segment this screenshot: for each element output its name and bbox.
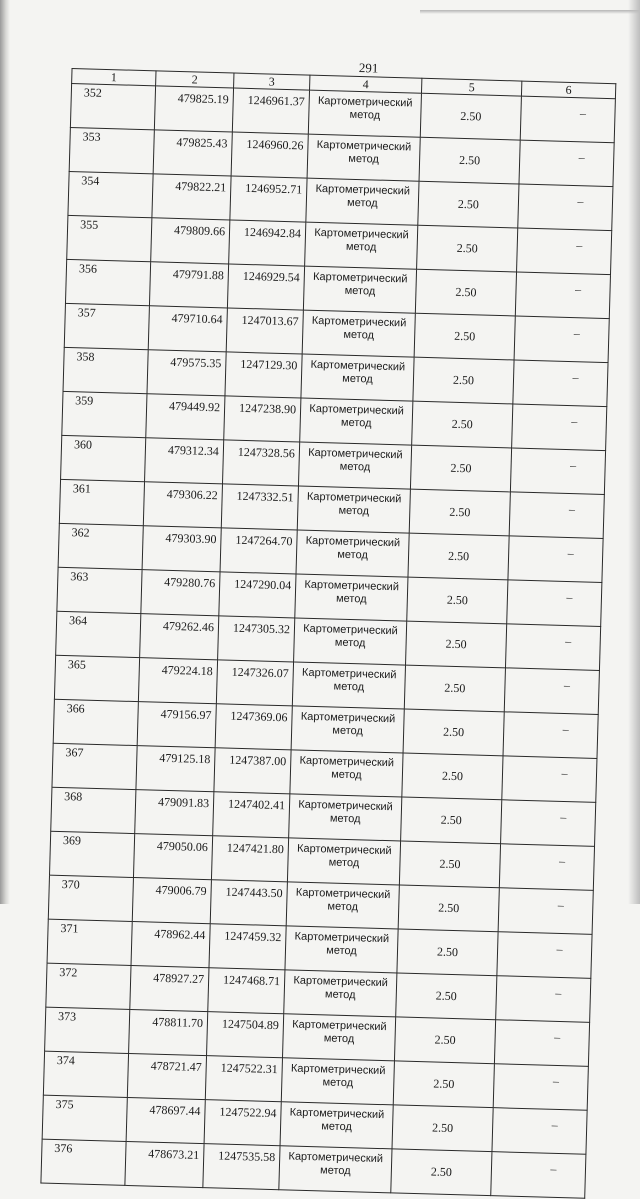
note-cell: – xyxy=(519,140,614,187)
coordinate-x: 479822.21 xyxy=(152,174,231,220)
accuracy-value: 2.50 xyxy=(414,313,515,360)
coordinate-x: 479125.18 xyxy=(136,746,215,792)
coordinates-table xyxy=(40,68,616,1199)
point-number: 370 xyxy=(48,875,133,921)
note-cell: – xyxy=(507,580,602,627)
accuracy-value: 2.50 xyxy=(404,665,505,712)
scan-edge-shadow-top xyxy=(420,10,640,14)
accuracy-value: 2.50 xyxy=(396,973,497,1020)
coordinate-y: 1247421.80 xyxy=(211,836,288,882)
point-number: 363 xyxy=(57,567,142,613)
note-cell: – xyxy=(513,360,608,407)
accuracy-value: 2.50 xyxy=(410,445,511,492)
coordinate-y: 1247369.06 xyxy=(215,704,292,750)
determination-method xyxy=(281,1058,394,1105)
determination-method xyxy=(291,706,404,753)
method-line-1: Картометрический xyxy=(296,842,392,858)
point-number: 367 xyxy=(52,743,137,789)
column-header-5: 5 xyxy=(421,78,521,96)
coordinate-y: 1247326.07 xyxy=(216,660,293,706)
note-cell: – xyxy=(518,184,613,231)
note-cell: – xyxy=(501,800,596,847)
coordinate-y: 1247443.50 xyxy=(210,880,287,926)
method-line-1: Картометрический xyxy=(306,490,402,506)
method-line-2: метод xyxy=(328,856,360,870)
coordinate-y: 1246942.84 xyxy=(229,220,306,266)
point-number: 366 xyxy=(53,699,138,745)
method-line-2: метод xyxy=(345,240,377,254)
note-cell: – xyxy=(515,272,610,319)
method-line-1: Картометрический xyxy=(290,1062,386,1078)
coordinate-y: 1247402.41 xyxy=(213,792,290,838)
determination-method xyxy=(285,926,398,973)
point-number: 376 xyxy=(41,1139,126,1185)
method-line-2: метод xyxy=(323,1032,355,1046)
coordinate-y: 1246961.37 xyxy=(232,88,309,134)
determination-method xyxy=(302,310,415,357)
method-line-1: Картометрический xyxy=(317,94,413,110)
determination-method xyxy=(295,574,408,621)
coordinate-y: 1247522.31 xyxy=(205,1056,282,1102)
accuracy-value: 2.50 xyxy=(418,181,519,228)
document-sheet xyxy=(40,52,631,1199)
accuracy-value: 2.50 xyxy=(401,797,502,844)
method-line-2: метод xyxy=(332,724,364,738)
accuracy-value: 2.50 xyxy=(394,1017,495,1064)
coordinate-x: 479006.79 xyxy=(132,878,211,924)
point-number: 356 xyxy=(65,259,150,305)
point-number: 365 xyxy=(54,655,139,701)
method-line-2: метод xyxy=(335,592,367,606)
accuracy-value: 2.50 xyxy=(413,357,514,404)
note-cell: – xyxy=(509,492,604,539)
method-line-1: Картометрический xyxy=(315,182,411,198)
coordinate-x: 479575.35 xyxy=(147,350,226,396)
method-line-2: метод xyxy=(322,1076,354,1090)
coordinate-x: 478673.21 xyxy=(125,1141,204,1187)
method-line-2: метод xyxy=(327,900,359,914)
column-header-2: 2 xyxy=(156,71,234,88)
coordinate-x: 479262.46 xyxy=(140,614,219,660)
accuracy-value: 2.50 xyxy=(392,1105,493,1152)
note-cell: – xyxy=(517,228,612,275)
coordinate-y: 1247522.94 xyxy=(204,1100,281,1146)
note-cell: – xyxy=(508,536,603,583)
coordinate-x: 479809.66 xyxy=(151,218,230,264)
determination-method xyxy=(282,1014,395,1061)
method-line-1: Картометрический xyxy=(295,886,391,902)
method-line-2: метод xyxy=(329,812,361,826)
coordinate-x: 479825.19 xyxy=(154,86,233,132)
coordinate-y: 1247332.51 xyxy=(221,484,298,530)
coordinate-y: 1247459.32 xyxy=(209,924,286,970)
coordinate-x: 479156.97 xyxy=(137,702,216,748)
coordinate-y: 1246960.26 xyxy=(231,132,308,178)
note-cell: – xyxy=(497,932,592,979)
coordinate-y: 1247238.90 xyxy=(224,396,301,442)
method-line-1: Картометрический xyxy=(314,226,409,242)
accuracy-value: 2.50 xyxy=(391,1149,492,1196)
method-line-1: Картометрический xyxy=(304,578,400,594)
point-number: 364 xyxy=(56,611,141,657)
page-number: 291 xyxy=(358,60,379,76)
point-number: 375 xyxy=(42,1095,127,1141)
coordinate-x: 479825.43 xyxy=(153,130,232,176)
point-number: 371 xyxy=(47,919,132,965)
coordinate-y: 1247387.00 xyxy=(214,748,291,794)
determination-method xyxy=(308,90,421,137)
coordinate-y: 1247328.56 xyxy=(223,440,300,486)
method-line-2: метод xyxy=(333,680,365,694)
method-line-1: Картометрический xyxy=(298,798,393,814)
point-number: 359 xyxy=(62,391,147,437)
note-cell: – xyxy=(491,1152,586,1199)
coordinate-x: 479306.22 xyxy=(143,482,222,528)
determination-method xyxy=(287,838,400,885)
method-line-2: метод xyxy=(344,284,376,298)
accuracy-value: 2.50 xyxy=(419,137,520,184)
method-line-1: Картометрический xyxy=(312,270,408,286)
column-header-3: 3 xyxy=(234,73,310,90)
accuracy-value: 2.50 xyxy=(415,269,516,316)
method-line-2: метод xyxy=(342,372,373,386)
coordinate-y: 1246929.54 xyxy=(227,264,304,310)
note-cell: – xyxy=(504,668,599,715)
determination-method xyxy=(296,530,409,577)
point-number: 372 xyxy=(46,963,131,1009)
method-line-2: метод xyxy=(348,152,380,166)
accuracy-value: 2.50 xyxy=(393,1061,494,1108)
coordinate-x: 479280.76 xyxy=(141,570,220,616)
method-line-1: Картометрический xyxy=(301,666,397,682)
accuracy-value: 2.50 xyxy=(417,225,518,272)
accuracy-value: 2.50 xyxy=(420,93,521,140)
method-line-1: Картометрический xyxy=(293,974,389,990)
note-cell: – xyxy=(493,1064,588,1111)
coordinate-x: 478811.70 xyxy=(129,1009,208,1055)
column-header-6: 6 xyxy=(521,81,615,99)
point-number: 361 xyxy=(59,479,144,525)
coordinate-x: 478697.44 xyxy=(126,1097,205,1143)
note-cell: – xyxy=(496,976,591,1023)
coordinate-x: 478927.27 xyxy=(130,966,209,1012)
note-cell: – xyxy=(512,404,607,451)
accuracy-value: 2.50 xyxy=(403,709,504,756)
note-cell: – xyxy=(498,888,593,935)
determination-method xyxy=(286,882,399,929)
coordinate-x: 479091.83 xyxy=(135,790,214,836)
determination-method xyxy=(298,442,411,489)
coordinate-x: 479710.64 xyxy=(148,306,227,352)
determination-method xyxy=(306,178,419,225)
determination-method xyxy=(292,662,405,709)
method-line-2: метод xyxy=(321,1120,353,1134)
method-line-1: Картометрический xyxy=(305,534,401,550)
accuracy-value: 2.50 xyxy=(408,533,509,580)
note-cell: – xyxy=(510,448,605,495)
note-cell: – xyxy=(505,624,600,671)
method-line-1: Картометрический xyxy=(316,138,412,154)
method-line-1: Картометрический xyxy=(289,1106,385,1122)
point-number: 373 xyxy=(45,1007,130,1053)
coordinate-y: 1247305.32 xyxy=(218,616,295,662)
determination-method xyxy=(289,794,402,841)
coordinate-y: 1246952.71 xyxy=(230,176,307,222)
scan-edge-shadow-left xyxy=(0,0,10,904)
coordinate-y: 1247264.70 xyxy=(220,528,297,574)
accuracy-value: 2.50 xyxy=(412,401,513,448)
point-number: 355 xyxy=(67,215,152,261)
method-line-1: Картометрический xyxy=(299,754,395,770)
column-header-4: 4 xyxy=(310,75,422,93)
point-number: 357 xyxy=(64,303,149,349)
coordinate-y: 1247504.89 xyxy=(207,1012,284,1058)
accuracy-value: 2.50 xyxy=(409,489,510,536)
method-line-1: Картометрический xyxy=(307,446,403,462)
coordinate-x: 479312.34 xyxy=(145,438,224,484)
method-line-2: метод xyxy=(346,196,378,210)
coordinate-y: 1247290.04 xyxy=(219,572,296,618)
method-line-2: метод xyxy=(337,548,368,562)
point-number: 354 xyxy=(68,171,153,217)
accuracy-value: 2.50 xyxy=(399,841,500,888)
determination-method xyxy=(297,486,410,533)
note-cell: – xyxy=(492,1108,587,1155)
point-number: 353 xyxy=(69,127,154,173)
method-line-1: Картометрический xyxy=(288,1150,384,1166)
coordinate-y: 1247535.58 xyxy=(203,1144,280,1190)
note-cell: – xyxy=(494,1020,589,1067)
coordinate-x: 479449.92 xyxy=(146,394,225,440)
method-line-2: метод xyxy=(339,460,371,474)
determination-method xyxy=(280,1102,393,1149)
accuracy-value: 2.50 xyxy=(402,753,503,800)
determination-method xyxy=(279,1146,392,1193)
method-line-1: Картометрический xyxy=(300,710,396,726)
method-line-1: Картометрический xyxy=(303,622,398,638)
accuracy-value: 2.50 xyxy=(398,885,499,932)
determination-method xyxy=(307,134,420,181)
point-number: 374 xyxy=(43,1051,128,1097)
note-cell: – xyxy=(499,844,594,891)
method-line-1: Картометрический xyxy=(309,402,405,418)
coordinate-x: 478721.47 xyxy=(127,1053,206,1099)
method-line-2: метод xyxy=(334,636,366,650)
point-number: 369 xyxy=(50,831,135,877)
note-cell: – xyxy=(502,756,597,803)
method-line-2: метод xyxy=(338,504,370,518)
coordinate-x: 478962.44 xyxy=(131,922,210,968)
method-line-2: метод xyxy=(324,988,356,1002)
determination-method xyxy=(290,750,403,797)
determination-method xyxy=(305,222,418,269)
determination-method xyxy=(301,354,414,401)
method-line-1: Картометрический xyxy=(292,1018,387,1034)
coordinate-y: 1247013.67 xyxy=(226,308,303,354)
method-line-2: метод xyxy=(326,944,357,958)
coordinate-x: 479050.06 xyxy=(133,834,212,880)
method-line-1: Картометрический xyxy=(311,314,407,330)
determination-method xyxy=(300,398,413,445)
method-line-2: метод xyxy=(319,1164,351,1178)
method-line-2: метод xyxy=(330,768,362,782)
accuracy-value: 2.50 xyxy=(407,577,508,624)
accuracy-value: 2.50 xyxy=(397,929,498,976)
method-line-1: Картометрический xyxy=(294,930,390,946)
accuracy-value: 2.50 xyxy=(406,621,507,668)
method-line-2: метод xyxy=(340,416,372,430)
determination-method xyxy=(284,970,397,1017)
coordinate-x: 479224.18 xyxy=(138,658,217,704)
column-header-1: 1 xyxy=(72,69,156,86)
point-number: 362 xyxy=(58,523,143,569)
point-number: 360 xyxy=(61,435,146,481)
point-number: 352 xyxy=(70,84,155,130)
determination-method xyxy=(303,266,416,313)
note-cell: – xyxy=(514,316,609,363)
coordinate-x: 479791.88 xyxy=(149,262,228,308)
method-line-2: метод xyxy=(343,328,375,342)
method-line-2: метод xyxy=(349,108,381,122)
method-line-1: Картометрический xyxy=(310,358,406,374)
note-cell: – xyxy=(520,96,615,143)
coordinate-y: 1247129.30 xyxy=(225,352,302,398)
determination-method xyxy=(294,618,407,665)
point-number: 368 xyxy=(51,787,136,833)
coordinate-y: 1247468.71 xyxy=(208,968,285,1014)
coordinate-x: 479303.90 xyxy=(142,526,221,572)
note-cell: – xyxy=(503,712,598,759)
point-number: 358 xyxy=(63,347,148,393)
